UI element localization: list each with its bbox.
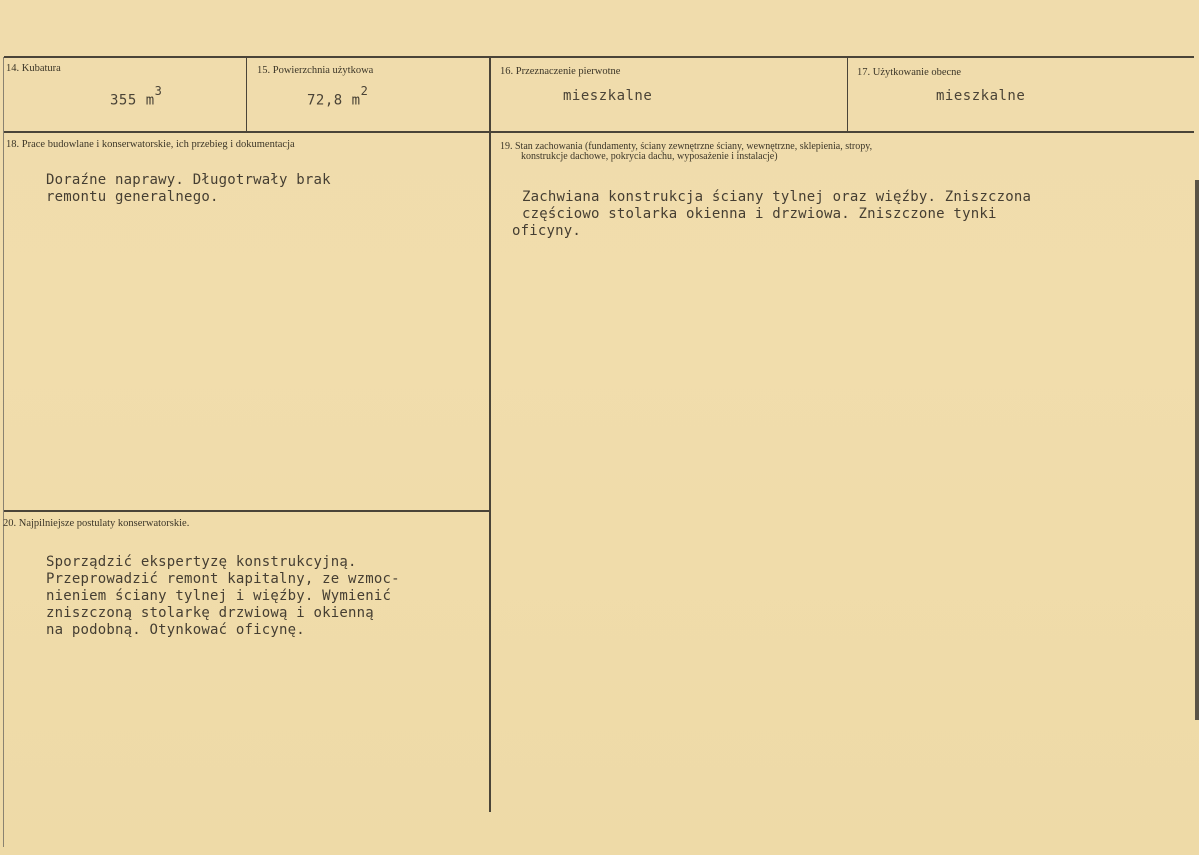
field-19-label-line-1: 19. Stan zachowania (fundamenty, ściany zewnętrzne ściany, wewnętrzne, sklepienia, stropy, bbox=[500, 141, 873, 152]
field-14-value: 355 $m^3$ bbox=[110, 84, 163, 109]
field-20-line-2: Przeprowadzić remont kapitalny, ze wzmoc- bbox=[46, 571, 400, 587]
field-19-line-1: Zachwiana konstrukcja ściany tylnej oraz więźby. Zniszczona bbox=[522, 189, 1032, 205]
field-15-label: 15. Powierzchnia użytkowa bbox=[257, 65, 374, 76]
field-16-label: 16. Przeznaczenie pierwotne bbox=[500, 66, 621, 77]
field-14-label: 14. Kubatura bbox=[6, 63, 61, 74]
field-19-text bbox=[512, 189, 1031, 240]
vertical-rule-1 bbox=[246, 57, 247, 132]
field-17-label: 17. Użytkowanie obecne bbox=[857, 67, 962, 78]
field-19-label-line-2: konstrukcje dachowe, pokrycia dachu, wyposażenie i instalacje) bbox=[521, 151, 778, 162]
field-18-line-2: remontu generalnego. bbox=[46, 189, 219, 205]
vertical-rule-3 bbox=[847, 57, 848, 132]
field-20-label: 20. Najpilniejsze postulaty konserwatorskie. bbox=[3, 518, 190, 529]
field-20-line-4: zniszczoną stolarkę drzwiową i okienną bbox=[46, 605, 374, 621]
field-19-line-3: oficyny. bbox=[512, 223, 582, 239]
field-18-text bbox=[46, 172, 331, 206]
field-19-line-2: częściowo stolarka okienna i drzwiowa. Zniszczone tynki bbox=[522, 206, 997, 222]
field-17-value: mieszkalne bbox=[936, 88, 1026, 104]
field-18-label: 18. Prace budowlane i konserwatorskie, ich przebieg i dokumentacja bbox=[6, 139, 295, 150]
top-rule bbox=[4, 56, 1194, 58]
mid-rule bbox=[4, 131, 1194, 133]
left-edge bbox=[3, 57, 4, 847]
vertical-rule-2 bbox=[489, 57, 491, 812]
field-20-line-1: Sporządzić ekspertyzę konstrukcyjną. bbox=[46, 554, 357, 570]
left-rule-20 bbox=[4, 510, 490, 512]
field-20-text bbox=[46, 554, 400, 639]
field-15-value: 72,8 $m^2$ bbox=[307, 84, 369, 109]
field-16-value: mieszkalne bbox=[563, 88, 653, 104]
right-card-edge bbox=[1195, 180, 1199, 720]
field-19-label bbox=[500, 142, 872, 162]
field-20-line-3: nieniem ściany tylnej i więźby. Wymienić bbox=[46, 588, 392, 604]
field-20-line-5: na podobną. Otynkować oficynę. bbox=[46, 622, 305, 638]
field-18-line-1: Doraźne naprawy. Długotrwały brak bbox=[46, 172, 331, 188]
